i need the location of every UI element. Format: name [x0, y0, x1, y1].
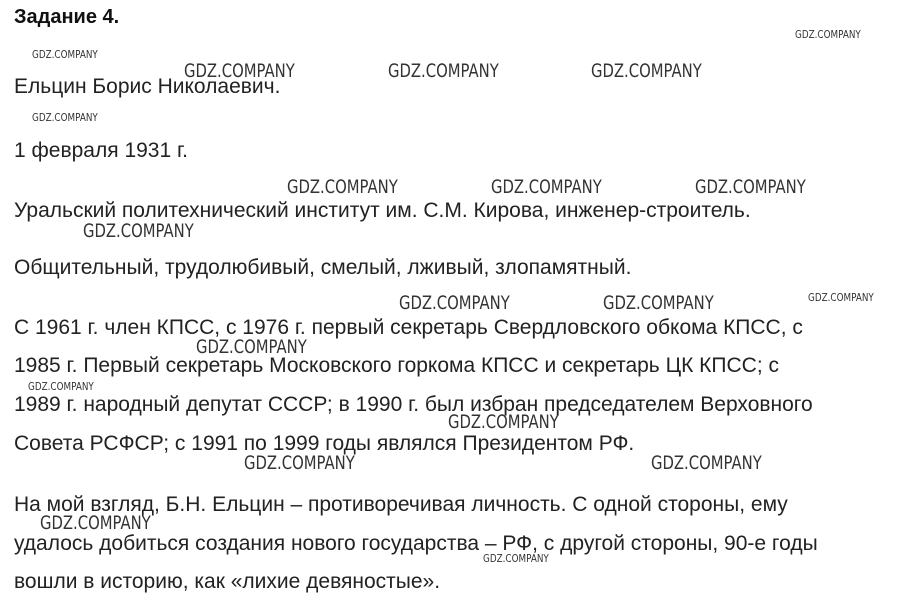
opinion-line-3: вошли в историю, как «лихие девяностые». [14, 570, 441, 593]
watermark: GDZ.COMPANY [448, 411, 559, 433]
opinion-line-2: удалось добиться создания нового государства – РФ, с другой стороны, 90-е годы [14, 532, 818, 555]
watermark: GDZ.COMPANY [83, 220, 194, 242]
watermark: GDZ.COMPANY [795, 28, 861, 41]
career-line-1: С 1961 г. член КПСС, с 1976 г. первый секретарь Свердловского обкома КПСС, с [14, 316, 803, 339]
watermark: GDZ.COMPANY [651, 452, 762, 474]
career-line-4: Совета РСФСР; с 1991 по 1999 годы являлся Президентом РФ. [14, 432, 635, 455]
watermark: GDZ.COMPANY [28, 380, 94, 393]
watermark: GDZ.COMPANY [399, 292, 510, 314]
watermark: GDZ.COMPANY [287, 176, 398, 198]
answer-name: Ельцин Борис Николаевич. [14, 75, 281, 98]
watermark: GDZ.COMPANY [491, 176, 602, 198]
answer-birth-date: 1 февраля 1931 г. [14, 139, 188, 162]
opinion-line-1: На мой взгляд, Б.Н. Ельцин – противоречивая личность. С одной стороны, ему [14, 493, 788, 516]
watermark: GDZ.COMPANY [808, 291, 874, 304]
career-line-3: 1989 г. народный депутат СССР; в 1990 г. был избран председателем Верховного [14, 393, 813, 416]
watermark: GDZ.COMPANY [388, 60, 499, 82]
answer-education: Уральский политехнический институт им. С.М. Кирова, инженер-строитель. [14, 199, 751, 222]
career-line-2: 1985 г. Первый секретарь Московского горкома КПСС и секретарь ЦК КПСС; с [14, 354, 780, 377]
watermark: GDZ.COMPANY [184, 60, 295, 82]
watermark: GDZ.COMPANY [483, 552, 549, 565]
watermark: GDZ.COMPANY [244, 452, 355, 474]
watermark: GDZ.COMPANY [196, 336, 307, 358]
watermark: GDZ.COMPANY [32, 111, 98, 124]
task-title: Задание 4. [14, 6, 120, 28]
watermark: GDZ.COMPANY [32, 48, 98, 61]
watermark: GDZ.COMPANY [603, 292, 714, 314]
watermark: GDZ.COMPANY [40, 512, 151, 534]
answer-traits: Общительный, трудолюбивый, смелый, лживый, злопамятный. [14, 256, 632, 279]
watermark: GDZ.COMPANY [695, 176, 806, 198]
watermark: GDZ.COMPANY [591, 60, 702, 82]
